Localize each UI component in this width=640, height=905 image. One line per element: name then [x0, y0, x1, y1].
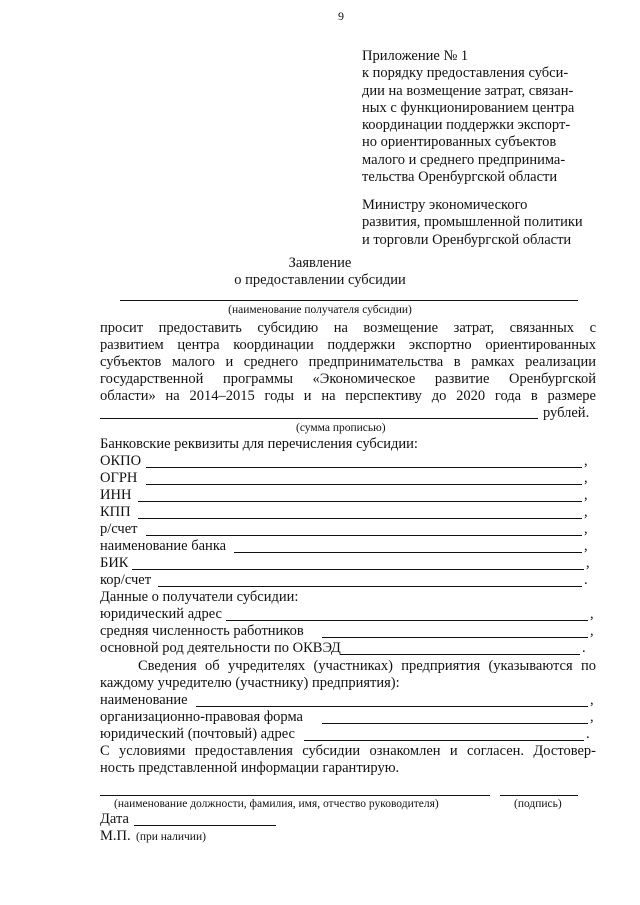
addressee-line: и торговли Оренбургской области: [362, 231, 572, 248]
stamp-label: М.П.: [100, 828, 131, 844]
field-label-okved: основной род деятельности по ОКВЭД: [100, 640, 341, 656]
field-label-inn: ИНН: [100, 487, 132, 503]
document-title: Заявление: [288, 255, 352, 271]
appendix-line: ных с функционированием центра: [362, 99, 575, 116]
recipient-caption: (наименование получателя субсидии): [228, 304, 412, 316]
account-field[interactable]: [146, 535, 582, 536]
field-label-legal-form: организационно-правовая форма: [100, 709, 303, 725]
appendix-line: к порядку предоставления субси-: [362, 65, 569, 82]
legal-form-field[interactable]: [322, 723, 588, 724]
recipient-data-heading: Данные о получатели субсидии:: [100, 589, 299, 605]
appendix-block: [362, 48, 574, 186]
request-line: государственной программы «Экономическое развитие Оренбургской: [100, 371, 596, 387]
field-label-corr-account: кор/счет: [100, 572, 152, 588]
recipient-name-field[interactable]: [120, 300, 578, 301]
okved-field[interactable]: [340, 654, 580, 655]
signature-field[interactable]: [500, 795, 578, 796]
addressee-line: Министру экономического: [362, 197, 528, 213]
request-line: развитием центра координации поддержки экспортно ориентированных: [100, 337, 596, 353]
document-subtitle: о предоставлении субсидии: [234, 272, 406, 288]
appendix-line: но ориентированных субъектов: [362, 134, 557, 151]
request-line: субъектов малого и среднего предпринимательства в рамках реализации: [100, 354, 596, 370]
amount-field[interactable]: [100, 418, 538, 419]
date-label: Дата: [100, 811, 129, 827]
inn-field[interactable]: [138, 501, 582, 502]
appendix-line: координации поддержки экспорт-: [362, 117, 571, 134]
head-name-field[interactable]: [100, 795, 490, 796]
appendix-line: малого и среднего предпринима-: [362, 151, 566, 168]
employees-field[interactable]: [322, 637, 588, 638]
field-label-bank-name: наименование банка: [100, 538, 227, 554]
field-label-employees: средняя численность работников: [100, 623, 304, 639]
field-label-ogrn: ОГРН: [100, 470, 138, 486]
bank-heading: Банковские реквизиты для перечисления субсидии:: [100, 436, 418, 452]
amount-unit: рублей.: [543, 405, 590, 421]
agreement-line1: С условиями предоставления субсидии ознакомлен и согласен. Достовер-: [100, 743, 596, 759]
founder-name-field[interactable]: [196, 706, 588, 707]
request-line: области» на 2014–2015 годы и на перспективу до 2020 года в размере: [100, 388, 596, 404]
ogrn-field[interactable]: [146, 484, 582, 485]
request-line: просит предоставить субсидию на возмещение затрат, связанных с: [100, 320, 596, 336]
head-name-caption: (наименование должности, фамилия, имя, отчество руководителя): [114, 798, 439, 810]
field-label-kpp: КПП: [100, 504, 131, 520]
kpp-field[interactable]: [138, 518, 582, 519]
field-label-account: р/счет: [100, 521, 138, 537]
addressee-block: [362, 197, 583, 249]
date-field[interactable]: [134, 825, 276, 826]
founders-intro-line2: каждому учредителю (участнику) предприятия):: [100, 675, 400, 691]
bik-field[interactable]: [132, 569, 584, 570]
postal-address-field[interactable]: [304, 740, 584, 741]
signature-caption: (подпись): [514, 798, 562, 810]
bank-name-field[interactable]: [234, 552, 582, 553]
appendix-title: Приложение № 1: [362, 48, 469, 64]
corr-account-field[interactable]: [158, 586, 582, 587]
appendix-line: тельства Оренбургской области: [362, 169, 558, 186]
field-label-bik: БИК: [100, 555, 129, 571]
field-label-postal-address: юридический (почтовый) адрес: [100, 726, 295, 742]
amount-caption: (сумма прописью): [296, 422, 386, 434]
field-label-legal-address: юридический адрес: [100, 606, 222, 622]
okpo-field[interactable]: [146, 467, 582, 468]
stamp-note: (при наличии): [136, 831, 206, 843]
addressee-line: развития, промышленной политики: [362, 214, 583, 231]
legal-address-field[interactable]: [226, 620, 588, 621]
appendix-line: дии на возмещение затрат, связан-: [362, 82, 574, 99]
field-label-okpo: ОКПО: [100, 453, 142, 469]
founders-intro-line1: Сведения об учредителях (участниках) предприятия (указываются по: [138, 658, 596, 674]
agreement-line2: ность представленной информации гарантирую.: [100, 760, 400, 776]
page-number: 9: [338, 9, 344, 23]
field-label-founder-name: наименование: [100, 692, 188, 708]
